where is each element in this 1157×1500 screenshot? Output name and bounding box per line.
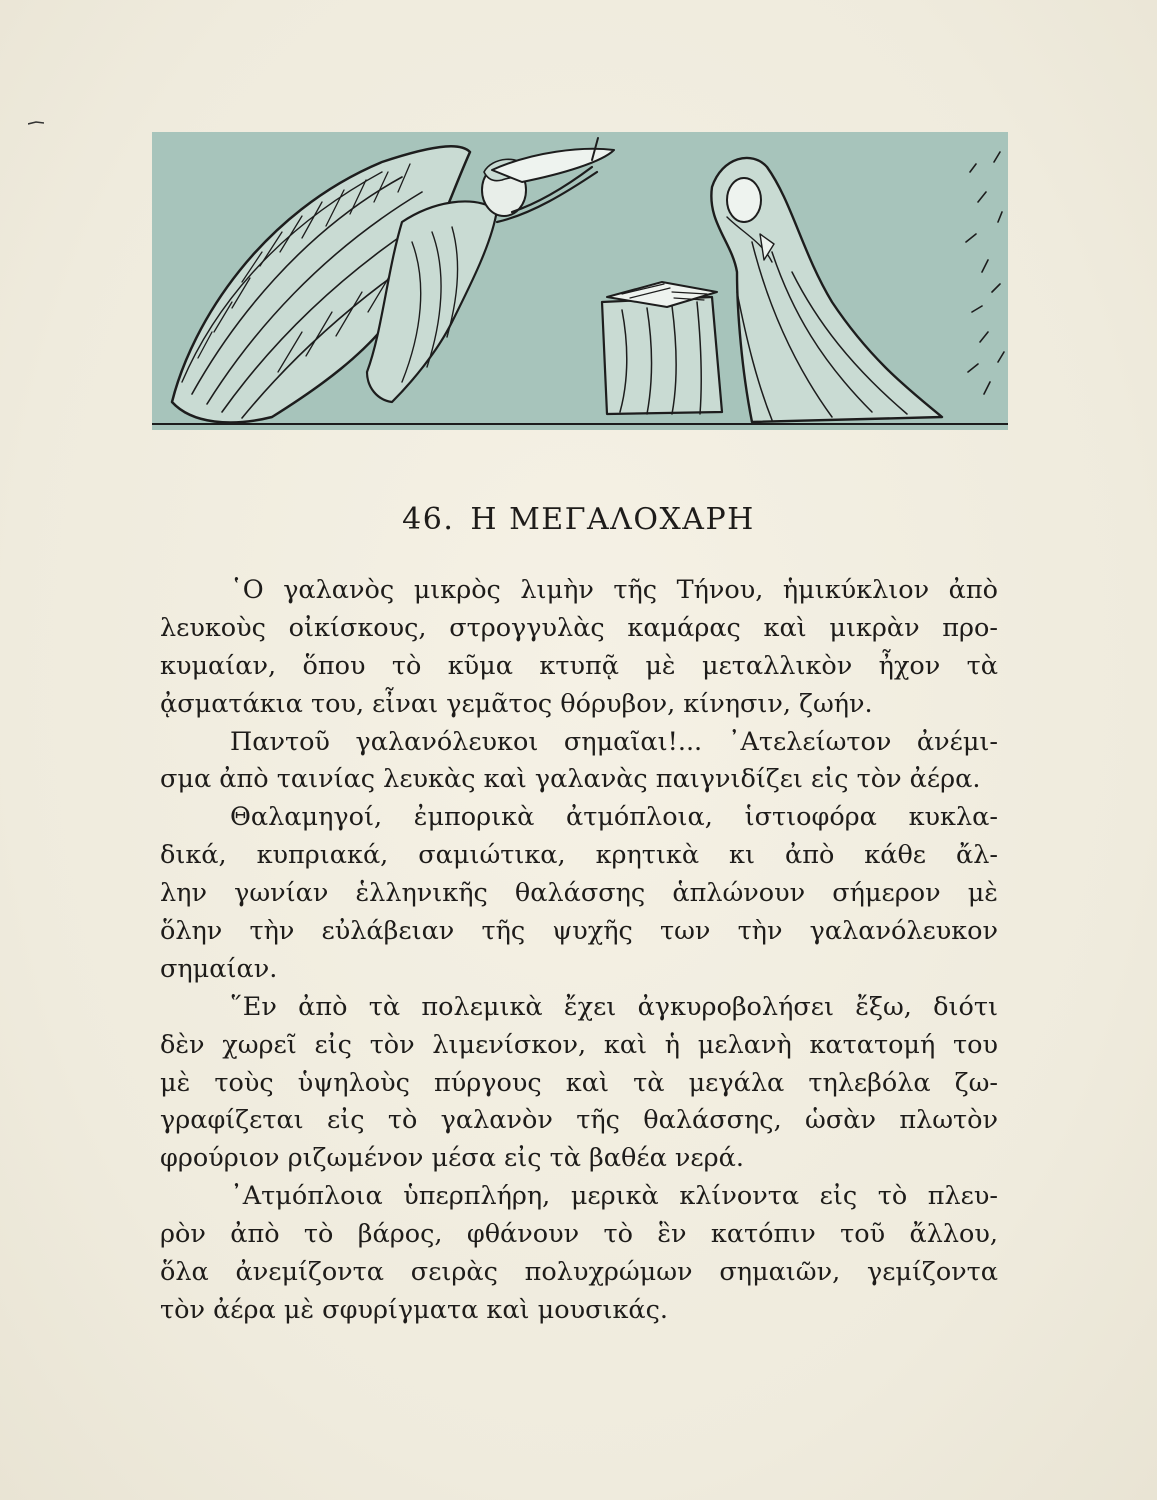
text-line: ᾿Ατμόπλοια ὑπερπλήρη, μερικὰ κλίνοντα εἰς τὸ πλευ- [230, 1181, 998, 1212]
text-line: ᾀσματάκια του, εἶναι γεμᾶτος θόρυβον, κίνησιν, ζωήν. [160, 688, 873, 719]
margin-mark [28, 110, 44, 114]
text-line: ῾Ο γαλανὸς μικρὸς λιμὴν τῆς Τήνου, ἡμικύκλιον ἀπὸ [230, 575, 998, 605]
text-line: λην γωνίαν ἑλληνικῆς θαλάσσης ἁπλώνουν σήμερον μὲ [160, 878, 998, 909]
text-line: ὅλα ἀνεμίζοντα σειρὰς πολυχρώμων σημαιῶν, γεμίζοντα [160, 1257, 998, 1288]
text-line: Θαλαμηγοί, ἐμπορικὰ ἀτμόπλοια, ἱστιοφόρα κυκλα- [230, 802, 998, 833]
annunciation-engraving [152, 132, 1008, 430]
text-line: φρούριον ριζωμένον μέσα εἰς τὰ βαθέα νερά. [160, 1143, 744, 1174]
chapter-heading [0, 502, 1157, 537]
text-line: ρὸν ἀπὸ τὸ βάρος, φθάνουν τὸ ἓν κατόπιν τοῦ ἄλλου, [160, 1219, 998, 1250]
chapter-number: 46. [402, 502, 455, 537]
chapter-title: Η ΜΕΓΑΛΟΧΑΡΗ [470, 502, 755, 537]
chapter-text [160, 572, 998, 1330]
text-line: κυμαίαν, ὅπου τὸ κῦμα κτυπᾷ μὲ μεταλλικὸν ἦχον τὰ [160, 650, 998, 681]
text-line: ὅλην τὴν εὐλάβειαν τῆς ψυχῆς των τὴν γαλανόλευκον [160, 916, 998, 947]
text-line: λευκοὺς οἰκίσκους, στρογγυλὰς καμάρας καὶ μικρὰν προ- [160, 612, 998, 643]
text-line: ῞Εν ἀπὸ τὰ πολεμικὰ ἔχει ἀγκυροβολήσει ἔξω, διότι [230, 991, 998, 1022]
text-line: δὲν χωρεῖ εἰς τὸν λιμενίσκον, καὶ ἡ μελανὴ κατατομή του [160, 1029, 998, 1060]
lectern-with-book [602, 282, 722, 414]
text-line: γραφίζεται εἰς τὸ γαλανὸν τῆς θαλάσσης, ὡσὰν πλωτὸν [160, 1105, 998, 1136]
text-line: μὲ τοὺς ὑψηλοὺς πύργους καὶ τὰ μεγάλα τηλεβόλα ζω- [160, 1067, 998, 1098]
text-line: σημαίαν. [160, 953, 278, 984]
text-line: τὸν ἀέρα μὲ σφυρίγματα καὶ μουσικάς. [160, 1294, 669, 1325]
annunciation-illustration [152, 132, 1008, 430]
text-line: σμα ἀπὸ ταινίας λευκὰς καὶ γαλανὰς παιγνιδίζει εἰς τὸν ἀέρα. [160, 764, 981, 795]
text-line: δικά, κυπριακά, σαμιώτικα, κρητικὰ κι ἀπὸ κάθε ἄλ- [160, 840, 998, 871]
text-line: Παντοῦ γαλανόλευκοι σημαῖαι!... ᾿Ατελείωτον ἀνέμι- [230, 726, 998, 757]
